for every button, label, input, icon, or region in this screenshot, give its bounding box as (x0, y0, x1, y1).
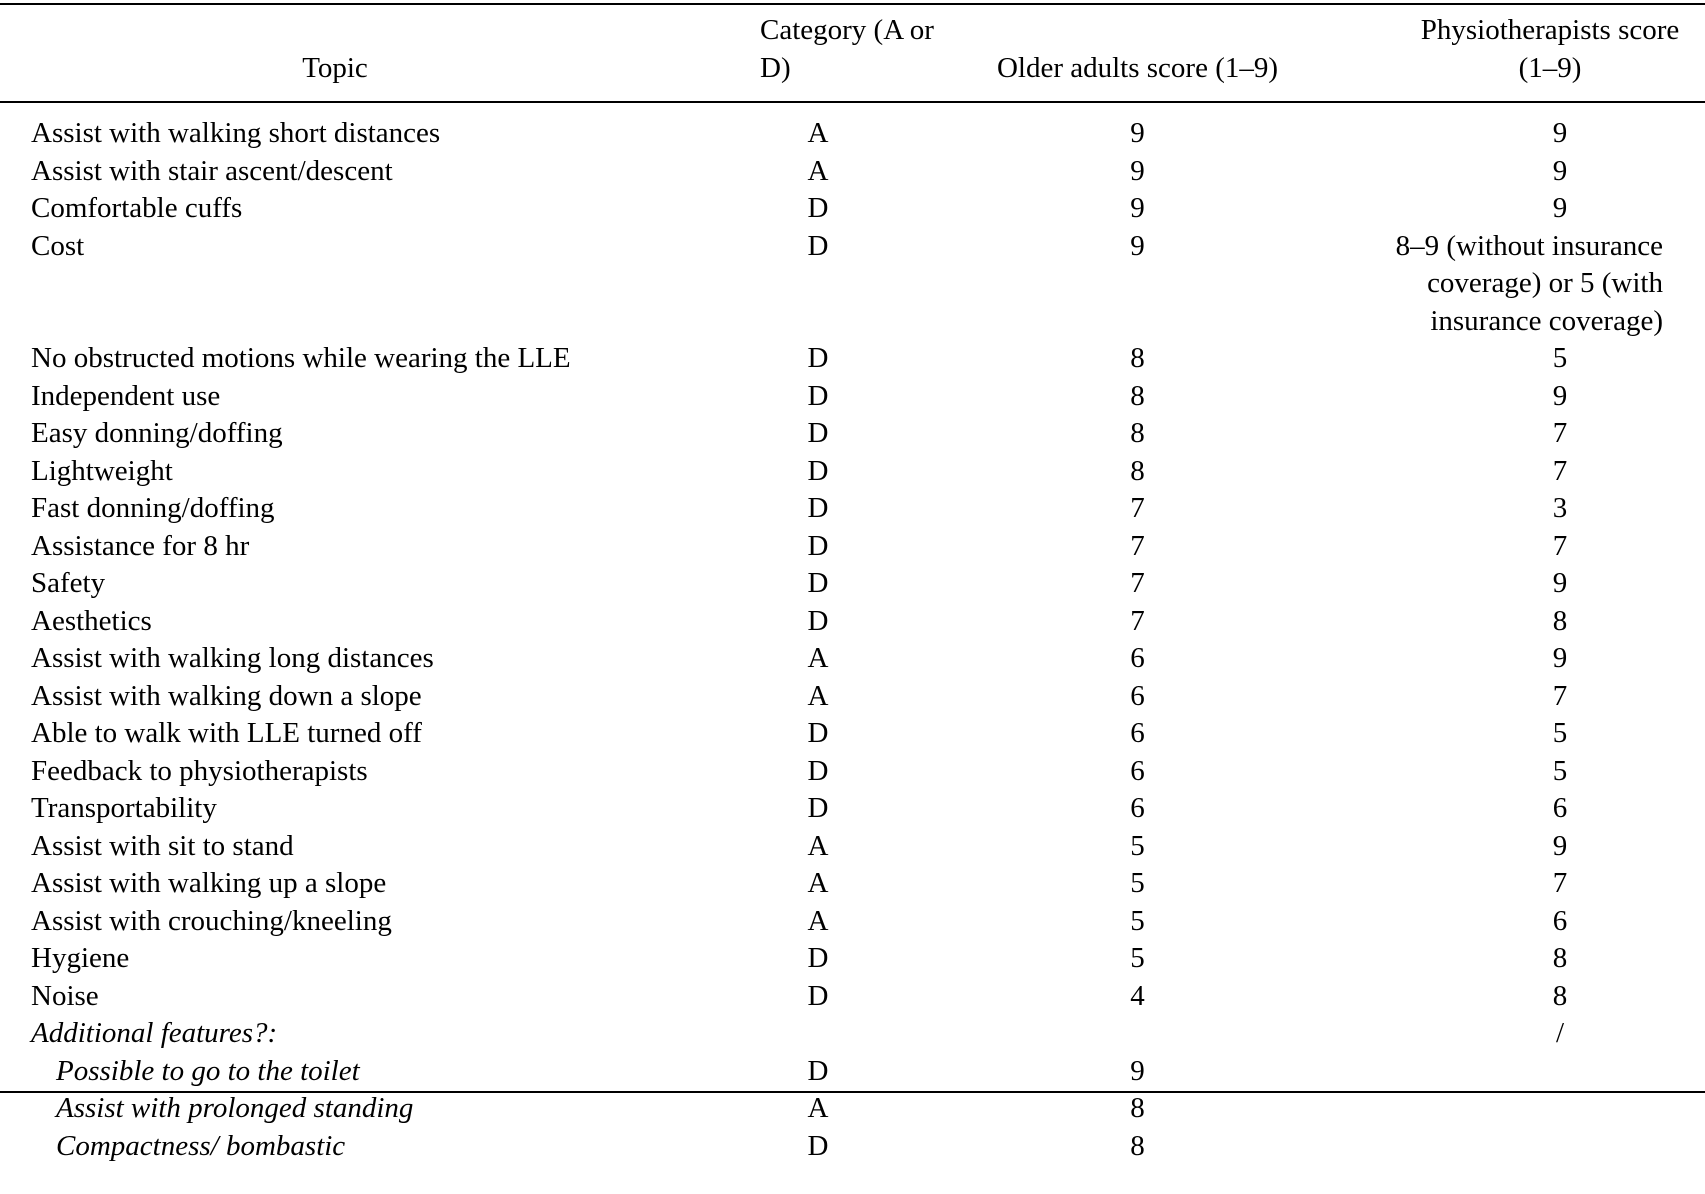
topic-cell: Independent use (31, 379, 221, 412)
older-adults-score-cell: 6 (1130, 679, 1145, 712)
topic-cell: Assistance for 8 hr (31, 529, 250, 562)
older-adults-score-cell: 4 (1130, 979, 1145, 1012)
topic-cell: No obstructed motions while wearing the LLE (31, 342, 571, 374)
category-cell: D (807, 342, 829, 374)
table-row (0, 865, 1705, 903)
physiotherapists-score-cell (1305, 1090, 1705, 1128)
older-adults-score-cell: 9 (1130, 1054, 1145, 1087)
topic-cell: Noise (31, 979, 99, 1012)
older-adults-score-cell: 5 (1130, 829, 1145, 862)
table-row (0, 715, 1705, 753)
table-body (0, 98, 1705, 1165)
table-row (0, 378, 1705, 416)
physiotherapists-score-cell: 9 (1552, 154, 1568, 187)
older-adults-score-cell: 6 (1130, 754, 1145, 787)
header-older-adults: Older adults score (1–9) (996, 52, 1279, 84)
category-cell: D (807, 229, 829, 262)
physiotherapists-score-cell: 7 (1552, 679, 1568, 712)
topic-cell: Assist with sit to stand (31, 829, 294, 862)
header-topic: Topic (302, 52, 368, 84)
physiotherapists-score-cell: 7 (1552, 529, 1568, 562)
older-adults-score-cell: 8 (1130, 1092, 1145, 1124)
physiotherapists-score-cell: 7 (1552, 417, 1568, 449)
topic-cell: Fast donning/doffing (31, 492, 275, 524)
physiotherapists-score-cell (1305, 1128, 1705, 1166)
older-adults-score-cell: 8 (1130, 379, 1145, 412)
older-adults-score-cell: 9 (1130, 117, 1145, 149)
table-row (0, 1090, 1705, 1128)
topic-cell: Assist with prolonged standing (56, 1092, 414, 1124)
topic-cell: Hygiene (31, 942, 130, 974)
category-cell: D (807, 454, 829, 487)
table-row (0, 153, 1705, 191)
physiotherapists-score-cell: 9 (1552, 117, 1568, 149)
table-row (0, 603, 1705, 641)
physiotherapists-score-cell: 6 (1552, 792, 1568, 824)
physiotherapists-score-cell: 5 (1552, 342, 1568, 374)
older-adults-score-cell: 8 (1130, 342, 1145, 374)
topic-cell: Assist with walking short distances (31, 117, 441, 149)
older-adults-score-cell: 7 (1130, 492, 1145, 524)
table-row (0, 228, 1705, 341)
category-cell: A (807, 867, 829, 899)
category-cell: D (807, 754, 829, 787)
category-cell: A (807, 117, 829, 149)
topic-cell: Assist with stair ascent/descent (31, 154, 393, 187)
category-cell: D (807, 492, 829, 524)
table-row (0, 190, 1705, 228)
topic-cell: Assist with walking long distances (31, 642, 434, 674)
older-adults-score-cell: 8 (1130, 417, 1145, 449)
table-row (0, 640, 1705, 678)
table-row (0, 753, 1705, 791)
category-cell: D (807, 379, 829, 412)
category-cell: A (807, 904, 829, 937)
category-cell: D (807, 417, 829, 449)
topic-cell: Possible to go to the toilet (56, 1054, 360, 1087)
category-cell: A (807, 1092, 829, 1124)
older-adults-score-cell: 9 (1130, 192, 1145, 224)
topic-cell: Assist with crouching/kneeling (31, 904, 392, 937)
header-physiotherapists: Physiotherapists score (1–9) (1420, 14, 1680, 84)
older-adults-score-cell: 6 (1130, 642, 1145, 674)
category-cell: D (807, 979, 829, 1012)
table-row (0, 115, 1705, 153)
physiotherapists-score-cell: 8 (1552, 604, 1568, 637)
category-cell: A (807, 642, 829, 674)
category-cell (640, 1015, 970, 1053)
category-cell: A (807, 154, 829, 187)
topic-cell: Safety (31, 567, 106, 599)
table-row (0, 565, 1705, 603)
older-adults-score-cell: 6 (1130, 792, 1145, 824)
category-cell: D (807, 529, 829, 562)
table-row (0, 903, 1705, 941)
older-adults-score-cell: 7 (1130, 567, 1145, 599)
older-adults-score-cell: 5 (1130, 904, 1145, 937)
table-row (0, 453, 1705, 491)
older-adults-score-cell (970, 1015, 1305, 1053)
table-row (0, 1128, 1705, 1166)
physiotherapists-score-cell: 8 (1552, 979, 1568, 1012)
older-adults-score-cell: 7 (1130, 529, 1145, 562)
additional-features-heading: Additional features?: (31, 1017, 278, 1049)
table-row (0, 1053, 1705, 1091)
table-row (0, 528, 1705, 566)
physiotherapists-score-cell: 7 (1552, 867, 1568, 899)
table-row (0, 828, 1705, 866)
older-adults-score-cell: 7 (1130, 604, 1145, 637)
category-cell: D (807, 192, 829, 224)
older-adults-score-cell: 9 (1130, 154, 1145, 187)
category-cell: A (807, 679, 829, 712)
table-row (0, 978, 1705, 1016)
category-cell: D (807, 567, 829, 599)
topic-cell: Cost (31, 229, 85, 262)
older-adults-score-cell: 9 (1130, 229, 1145, 262)
physiotherapists-score-cell: 9 (1552, 192, 1568, 224)
table-row (0, 490, 1705, 528)
physiotherapists-score-cell: 9 (1552, 567, 1568, 599)
category-cell: A (807, 829, 829, 862)
category-cell: D (807, 604, 829, 637)
category-cell: D (807, 1129, 829, 1162)
category-cell: D (807, 792, 829, 824)
physiotherapists-score-line: coverage) or 5 (with (1427, 267, 1663, 299)
topic-cell: Compactness/ bombastic (56, 1129, 346, 1162)
older-adults-score-cell: 5 (1130, 867, 1145, 899)
physiotherapists-score-cell: 5 (1552, 717, 1568, 749)
older-adults-score-cell: 6 (1130, 717, 1145, 749)
physiotherapists-score-cell: 6 (1552, 904, 1568, 937)
topic-cell: Comfortable cuffs (31, 192, 243, 224)
physiotherapists-score-cell: 9 (1552, 642, 1568, 674)
category-cell: D (807, 942, 829, 974)
physiotherapists-score-cell (1305, 1053, 1705, 1091)
older-adults-score-cell: 8 (1130, 454, 1145, 487)
topic-cell: Feedback to physiotherapists (31, 754, 368, 787)
physiotherapists-score-cell: / (1555, 1017, 1565, 1049)
table-row (0, 340, 1705, 378)
table-row (0, 940, 1705, 978)
topic-cell: Easy donning/doffing (31, 417, 283, 449)
header-category: Category (A or D) (760, 14, 934, 84)
physiotherapists-score-cell: 9 (1552, 829, 1568, 862)
category-cell: D (807, 717, 829, 749)
older-adults-score-cell: 5 (1130, 942, 1145, 974)
table-row (0, 678, 1705, 716)
physiotherapists-score-cell: 8 (1552, 942, 1568, 974)
topic-cell: Assist with walking up a slope (31, 867, 387, 899)
physiotherapists-score-line: 8–9 (without insurance (1395, 229, 1663, 262)
table-header (0, 0, 1705, 98)
physiotherapists-score-line: insurance coverage) (1430, 304, 1663, 337)
physiotherapists-score-cell: 7 (1552, 454, 1568, 487)
table-row (0, 415, 1705, 453)
table-row (0, 790, 1705, 828)
topic-cell: Transportability (31, 792, 217, 824)
physiotherapists-score-cell: 5 (1552, 754, 1568, 787)
topic-cell: Lightweight (31, 454, 173, 487)
additional-features-row (0, 1015, 1705, 1053)
physiotherapists-score-cell: 3 (1552, 492, 1568, 524)
physiotherapists-score-cell (1305, 228, 1705, 341)
topic-cell: Able to walk with LLE turned off (31, 717, 422, 749)
topic-cell: Aesthetics (31, 604, 152, 637)
older-adults-score-cell: 8 (1130, 1129, 1145, 1162)
category-cell: D (807, 1054, 829, 1087)
physiotherapists-score-cell: 9 (1552, 379, 1568, 412)
topic-cell: Assist with walking down a slope (31, 679, 422, 712)
